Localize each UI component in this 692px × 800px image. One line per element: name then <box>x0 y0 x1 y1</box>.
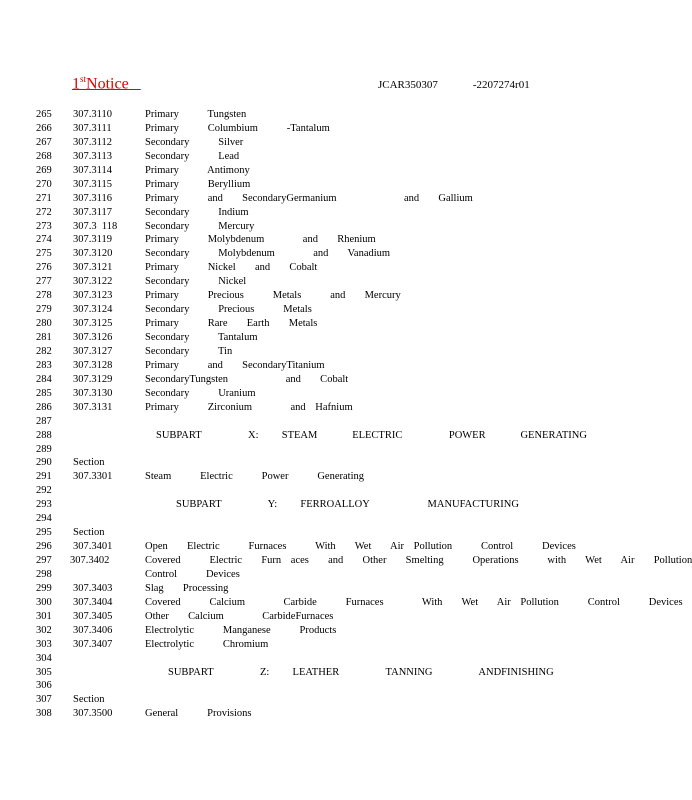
subpart-heading: SUBPART X: STEAM ELECTRIC POWER GENERATING <box>156 429 587 441</box>
section-code: 307.3120 <box>73 248 113 260</box>
line-number: 308 <box>36 708 52 720</box>
document-line <box>0 624 618 638</box>
section-title: Secondary Uranium <box>145 387 256 399</box>
document-line <box>0 233 618 247</box>
document-line <box>0 136 618 150</box>
line-number: 266 <box>36 122 52 134</box>
subpart-heading: SUBPART Y: FERROALLOY MANUFACTURING <box>176 499 519 511</box>
document-line <box>0 498 618 512</box>
document-line <box>0 512 618 526</box>
section-title: Primary and SecondaryTitanium <box>145 359 325 371</box>
document-line <box>0 178 618 192</box>
section-code: 307.3121 <box>73 262 113 274</box>
section-code: 307.3117 <box>73 206 112 218</box>
line-number: 293 <box>36 499 52 511</box>
line-number: 277 <box>36 276 52 288</box>
section-code: 307.3115 <box>73 178 112 190</box>
line-number: 282 <box>36 345 52 357</box>
document-line <box>0 122 618 136</box>
notice-number: 1 <box>72 75 80 93</box>
line-number: 297 <box>36 555 52 566</box>
section-code: 307.3500 <box>73 708 113 720</box>
line-number: 296 <box>36 541 52 553</box>
section-title: Electrolytic Chromium <box>145 638 269 650</box>
section-title: Electrolytic Manganese Products <box>145 624 337 636</box>
section-title: Secondary Nickel <box>145 276 247 288</box>
document-line <box>0 456 618 470</box>
document-line <box>0 220 618 234</box>
document-line <box>0 192 618 206</box>
line-number: 288 <box>36 429 52 441</box>
section-title: Primary Precious Metals and Mercury <box>145 290 401 302</box>
section-code: 307.3111 <box>73 122 112 134</box>
section-title: Secondary Mercury <box>145 220 255 232</box>
line-number: 299 <box>36 582 52 594</box>
notice-word: Notice <box>86 75 129 93</box>
line-number: 269 <box>36 164 52 176</box>
section-label: Section <box>73 527 105 539</box>
document-line <box>0 679 618 693</box>
line-number: 271 <box>36 192 52 204</box>
line-number: 304 <box>36 652 52 664</box>
line-number: 280 <box>36 318 52 330</box>
document-line <box>0 108 618 122</box>
line-number: 267 <box>36 136 52 148</box>
document-line <box>0 443 618 457</box>
section-code: 307.3113 <box>73 150 112 162</box>
line-number: 300 <box>36 596 52 608</box>
section-code: 307.3114 <box>73 164 112 176</box>
document-line <box>0 373 618 387</box>
section-title: Primary Zirconium and Hafnium <box>145 401 353 413</box>
section-title: Primary Nickel and Cobalt <box>145 262 318 274</box>
line-number: 302 <box>36 624 52 636</box>
line-number: 290 <box>36 457 52 469</box>
document-reference: JCAR350307 -2207274r01 <box>378 79 530 91</box>
document-line <box>0 359 618 373</box>
line-number: 286 <box>36 401 52 413</box>
line-number: 275 <box>36 248 52 260</box>
section-title: Primary Antimony <box>145 164 250 176</box>
line-number: 301 <box>36 610 52 622</box>
section-code: 307.3131 <box>73 401 113 413</box>
section-code: 307.3 118 <box>73 220 118 232</box>
subpart-heading: SUBPART Z: LEATHER TANNING ANDFINISHING <box>168 666 554 678</box>
line-number: 276 <box>36 262 52 274</box>
section-code: 307.3129 <box>73 373 113 385</box>
section-code: 307.3119 <box>73 234 112 246</box>
document-line <box>0 289 618 303</box>
line-number: 294 <box>36 513 52 525</box>
numbered-lines <box>0 108 692 721</box>
section-code: 307.3116 <box>73 192 112 204</box>
document-line <box>0 638 618 652</box>
section-code: 307.3122 <box>73 276 113 288</box>
document-line <box>0 526 618 540</box>
section-code: 307.3403 <box>73 582 113 594</box>
section-title: General Provisions <box>145 708 252 720</box>
notice-suffix: st <box>80 74 87 84</box>
section-code: 307.3401 <box>73 541 113 553</box>
section-code: 307.3130 <box>73 387 113 399</box>
document-line <box>0 275 618 289</box>
line-number: 298 <box>36 568 52 580</box>
section-label: Section <box>73 694 105 706</box>
section-code: 307.3402 <box>70 555 110 566</box>
section-code: 307.3128 <box>73 359 113 371</box>
section-code: 307.3407 <box>73 638 113 650</box>
line-number: 279 <box>36 304 52 316</box>
notice-heading <box>72 74 141 93</box>
section-title: Covered Calcium Carbide Furnaces With Wet Air Pollution Control Devices <box>145 596 683 608</box>
line-number: 284 <box>36 373 52 385</box>
line-number: 273 <box>36 220 52 232</box>
document-line <box>0 206 618 220</box>
section-title: SecondaryTungsten and Cobalt <box>145 373 349 385</box>
document-line <box>0 164 618 178</box>
line-number: 295 <box>36 527 52 539</box>
document-line <box>0 610 618 624</box>
section-title: Steam Electric Power Generating <box>145 471 364 483</box>
line-number: 285 <box>36 387 52 399</box>
section-title: Primary Beryllium <box>145 178 251 190</box>
line-number: 274 <box>36 234 52 246</box>
section-code: 307.3125 <box>73 318 113 330</box>
section-code: 307.3127 <box>73 345 113 357</box>
section-code: 307.3110 <box>73 109 112 120</box>
document-line <box>0 387 618 401</box>
section-title: Slag Processing <box>145 582 229 594</box>
document-line <box>0 554 692 568</box>
document-line <box>0 652 618 666</box>
line-number: 303 <box>36 638 52 650</box>
document-line <box>0 596 683 610</box>
section-title: Primary Rare Earth Metals <box>145 318 318 330</box>
section-title: Primary and SecondaryGermanium and Gallium <box>145 192 473 204</box>
line-number: 307 <box>36 694 52 706</box>
section-code: 307.3126 <box>73 332 113 343</box>
document-line <box>0 150 618 164</box>
section-code: 307.3124 <box>73 304 113 316</box>
section-title: Secondary Lead <box>145 150 240 162</box>
line-number: 287 <box>36 415 52 427</box>
document-line <box>0 666 618 680</box>
line-number: 272 <box>36 206 52 218</box>
line-number: 283 <box>36 359 52 371</box>
document-line <box>0 317 618 331</box>
section-code: 307.3112 <box>73 136 112 148</box>
line-number: 268 <box>36 150 52 162</box>
section-title: Control Devices <box>145 568 240 580</box>
section-title: Other Calcium CarbideFurnaces <box>145 610 334 622</box>
document-line <box>0 261 618 275</box>
document-line <box>0 582 618 596</box>
line-number: 291 <box>36 471 52 483</box>
line-number: 278 <box>36 290 52 302</box>
document-line <box>0 401 618 415</box>
section-title: Open Electric Furnaces With Wet Air Pollution Control Devices <box>145 541 576 553</box>
section-title: Covered Electric Furn aces and Other Smelting Operations with Wet Air Pollution <box>145 555 692 566</box>
section-title: Secondary Precious Metals <box>145 304 312 316</box>
section-title: Primary Molybdenum and Rhenium <box>145 234 376 246</box>
line-number: 305 <box>36 666 52 678</box>
document-line <box>0 415 618 429</box>
document-line <box>0 429 618 443</box>
section-code: 307.3405 <box>73 610 113 622</box>
section-title: Primary Tungsten <box>145 109 247 120</box>
section-title: Secondary Tin <box>145 345 233 357</box>
line-number: 306 <box>36 680 52 692</box>
section-label: Section <box>73 457 105 469</box>
section-title: Secondary Silver <box>145 136 244 148</box>
line-number: 289 <box>36 443 52 455</box>
line-number: 292 <box>36 485 52 497</box>
document-line <box>0 345 618 359</box>
document-line <box>0 247 618 261</box>
section-title: Secondary Indium <box>145 206 249 218</box>
line-number: 270 <box>36 178 52 190</box>
document-line <box>0 470 618 484</box>
section-title: Secondary Molybdenum and Vanadium <box>145 248 391 260</box>
document-line <box>0 693 618 707</box>
document-line <box>0 303 618 317</box>
document-line <box>0 568 618 582</box>
document-line <box>0 484 618 498</box>
section-code: 307.3301 <box>73 471 113 483</box>
line-number: 265 <box>36 109 52 120</box>
section-code: 307.3123 <box>73 290 113 302</box>
section-title: Secondary Tantalum <box>145 332 258 343</box>
section-title: Primary Columbium -Tantalum <box>145 122 330 134</box>
section-code: 307.3406 <box>73 624 113 636</box>
document-line <box>0 540 618 554</box>
section-code: 307.3404 <box>73 596 113 608</box>
line-number: 281 <box>36 332 52 343</box>
document-line <box>0 331 618 345</box>
document-line <box>0 707 618 721</box>
